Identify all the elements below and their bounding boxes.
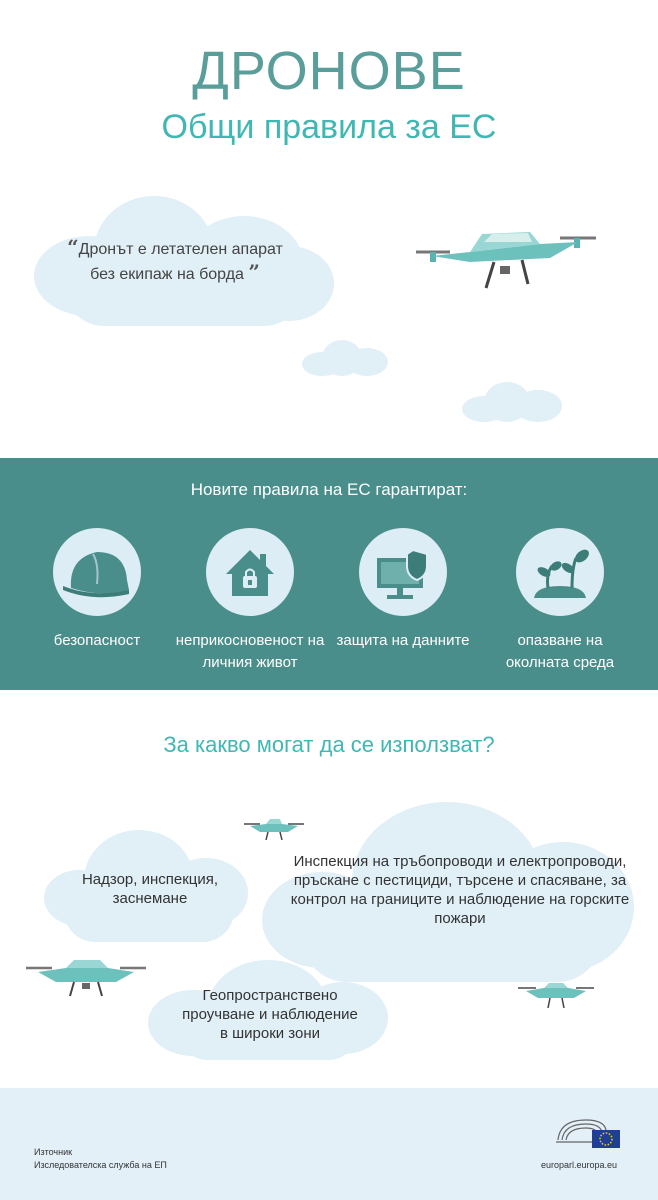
guarantee-label-environment: опазване на околната среда xyxy=(505,632,615,671)
use-text-inspection: Инспекция на тръбопроводи и електропроводи, пръскане с пестициди, търсене и спасяване, за контрол на границите и наблюдение на горските пожари xyxy=(290,853,630,927)
source-label: Източник xyxy=(34,1147,73,1157)
use-text-surveillance: Надзор, инспекция, заснемане xyxy=(81,871,219,907)
page-title: ДРОНОВЕ xyxy=(192,41,466,101)
close-quote-mark: ” xyxy=(248,260,260,284)
house-lock-icon xyxy=(206,528,294,616)
website-link[interactable]: europarl.europa.eu xyxy=(541,1160,618,1170)
european-parliament-logo xyxy=(556,1114,622,1150)
open-quote-mark: “ xyxy=(67,235,79,259)
small-cloud xyxy=(462,382,562,422)
privacy-circle xyxy=(206,528,294,616)
data-protection-circle xyxy=(359,528,447,616)
monitor-shield-icon xyxy=(359,528,447,616)
uses-heading: За какво могат да се използват? xyxy=(163,732,495,757)
guarantee-label-privacy: неприкосновеност на личния живот xyxy=(175,632,325,671)
drone-definition-quote xyxy=(60,236,290,286)
definition-text: Дронът е летателен апарат без екипаж на борда xyxy=(78,241,283,283)
source-name: Изследователска служба на ЕП xyxy=(34,1160,167,1170)
source-block xyxy=(34,1146,167,1172)
plants-icon xyxy=(516,528,604,616)
guarantee-label-data: защита на данните xyxy=(336,632,470,649)
drone-left-icon xyxy=(24,958,148,998)
guarantees-heading: Новите правила на ЕС гарантират: xyxy=(190,480,468,499)
small-cloud xyxy=(302,340,388,376)
environment-circle xyxy=(516,528,604,616)
safety-circle xyxy=(53,528,141,616)
use-text-geospatial: Геопространствено проучване и наблюдение в широки зони xyxy=(182,987,358,1042)
drone-illustration xyxy=(410,222,600,297)
drone-right-icon xyxy=(516,982,596,1010)
page-subtitle: Общи правила за ЕС xyxy=(161,108,497,146)
hard-hat-icon xyxy=(53,528,141,616)
guarantee-label-safety: безопасност xyxy=(53,632,141,649)
